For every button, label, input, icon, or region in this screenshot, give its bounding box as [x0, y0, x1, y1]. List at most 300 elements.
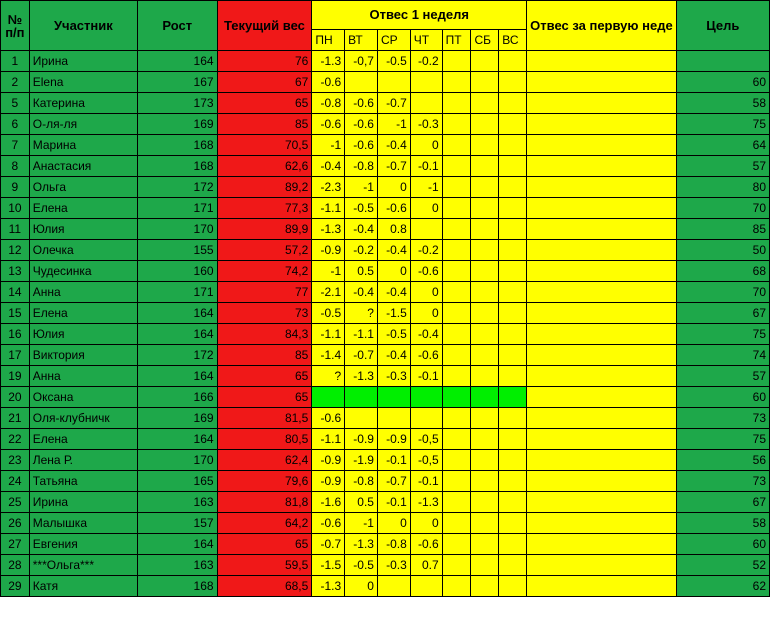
cell-day-loss[interactable]: [442, 387, 471, 408]
cell-day-loss[interactable]: -0.9: [345, 429, 378, 450]
cell-day-loss[interactable]: [442, 576, 471, 597]
cell-height[interactable]: 165: [137, 471, 217, 492]
cell-participant[interactable]: Юлия: [29, 219, 137, 240]
cell-day-loss[interactable]: [410, 219, 442, 240]
cell-week-total[interactable]: [527, 513, 677, 534]
cell-number[interactable]: 10: [1, 198, 30, 219]
cell-height[interactable]: 168: [137, 576, 217, 597]
cell-day-loss[interactable]: -0.1: [410, 471, 442, 492]
cell-height[interactable]: 164: [137, 303, 217, 324]
cell-day-loss[interactable]: [471, 282, 499, 303]
cell-day-loss[interactable]: -1.6: [312, 492, 345, 513]
cell-day-loss[interactable]: [442, 345, 471, 366]
cell-day-loss[interactable]: -0.7: [345, 345, 378, 366]
cell-week-total[interactable]: [527, 177, 677, 198]
cell-day-loss[interactable]: [410, 576, 442, 597]
cell-day-loss[interactable]: [442, 156, 471, 177]
cell-current-weight[interactable]: 74,2: [217, 261, 312, 282]
cell-week-total[interactable]: [527, 345, 677, 366]
cell-week-total[interactable]: [527, 492, 677, 513]
cell-day-loss[interactable]: [345, 72, 378, 93]
cell-day-loss[interactable]: [471, 555, 499, 576]
cell-participant[interactable]: Чудесинка: [29, 261, 137, 282]
cell-current-weight[interactable]: 64,2: [217, 513, 312, 534]
cell-week-total[interactable]: [527, 198, 677, 219]
cell-day-loss[interactable]: -0.4: [345, 219, 378, 240]
cell-goal[interactable]: 80: [676, 177, 769, 198]
cell-height[interactable]: 167: [137, 72, 217, 93]
cell-height[interactable]: 164: [137, 429, 217, 450]
cell-day-loss[interactable]: [499, 114, 527, 135]
cell-day-loss[interactable]: [499, 555, 527, 576]
cell-day-loss[interactable]: [499, 324, 527, 345]
cell-day-loss[interactable]: [377, 72, 410, 93]
cell-day-loss[interactable]: [499, 219, 527, 240]
cell-day-loss[interactable]: [442, 534, 471, 555]
cell-goal[interactable]: 52: [676, 555, 769, 576]
cell-day-loss[interactable]: -1: [410, 177, 442, 198]
cell-number[interactable]: 5: [1, 93, 30, 114]
cell-day-loss[interactable]: [345, 408, 378, 429]
cell-participant[interactable]: Оксана: [29, 387, 137, 408]
cell-day-loss[interactable]: [377, 387, 410, 408]
cell-day-loss[interactable]: [471, 324, 499, 345]
cell-participant[interactable]: Катерина: [29, 93, 137, 114]
cell-day-loss[interactable]: -0.8: [377, 534, 410, 555]
cell-week-total[interactable]: [527, 261, 677, 282]
cell-day-loss[interactable]: [442, 303, 471, 324]
cell-height[interactable]: 168: [137, 135, 217, 156]
cell-day-loss[interactable]: [442, 93, 471, 114]
cell-day-loss[interactable]: [499, 51, 527, 72]
cell-day-loss[interactable]: -0.4: [377, 135, 410, 156]
cell-number[interactable]: 1: [1, 51, 30, 72]
cell-week-total[interactable]: [527, 114, 677, 135]
cell-day-loss[interactable]: -0.1: [410, 156, 442, 177]
cell-day-loss[interactable]: [442, 198, 471, 219]
cell-goal[interactable]: 60: [676, 387, 769, 408]
cell-current-weight[interactable]: 85: [217, 114, 312, 135]
cell-day-loss[interactable]: -0.1: [377, 492, 410, 513]
cell-number[interactable]: 13: [1, 261, 30, 282]
cell-current-weight[interactable]: 65: [217, 93, 312, 114]
cell-current-weight[interactable]: 77: [217, 282, 312, 303]
cell-number[interactable]: 20: [1, 387, 30, 408]
cell-day-loss[interactable]: [410, 72, 442, 93]
cell-day-loss[interactable]: [442, 261, 471, 282]
cell-current-weight[interactable]: 68,5: [217, 576, 312, 597]
cell-day-loss[interactable]: -0.1: [377, 450, 410, 471]
cell-goal[interactable]: 75: [676, 324, 769, 345]
cell-day-loss[interactable]: 0: [377, 513, 410, 534]
cell-participant[interactable]: Юлия: [29, 324, 137, 345]
cell-current-weight[interactable]: 73: [217, 303, 312, 324]
cell-week-total[interactable]: [527, 219, 677, 240]
cell-current-weight[interactable]: 62,4: [217, 450, 312, 471]
cell-goal[interactable]: 60: [676, 72, 769, 93]
cell-day-loss[interactable]: [499, 387, 527, 408]
cell-week-total[interactable]: [527, 240, 677, 261]
cell-participant[interactable]: Лена Р.: [29, 450, 137, 471]
cell-day-loss[interactable]: [499, 345, 527, 366]
cell-height[interactable]: 160: [137, 261, 217, 282]
cell-height[interactable]: 170: [137, 219, 217, 240]
cell-current-weight[interactable]: 62,6: [217, 156, 312, 177]
cell-day-loss[interactable]: [442, 366, 471, 387]
cell-height[interactable]: 172: [137, 345, 217, 366]
cell-height[interactable]: 171: [137, 198, 217, 219]
cell-day-loss[interactable]: 0: [410, 135, 442, 156]
cell-current-weight[interactable]: 81,5: [217, 408, 312, 429]
cell-day-loss[interactable]: [471, 198, 499, 219]
cell-number[interactable]: 27: [1, 534, 30, 555]
cell-day-loss[interactable]: -0.4: [377, 240, 410, 261]
cell-number[interactable]: 28: [1, 555, 30, 576]
cell-day-loss[interactable]: [442, 114, 471, 135]
cell-day-loss[interactable]: -0.5: [345, 555, 378, 576]
cell-current-weight[interactable]: 79,6: [217, 471, 312, 492]
cell-goal[interactable]: 62: [676, 576, 769, 597]
cell-day-loss[interactable]: -1.3: [345, 534, 378, 555]
cell-current-weight[interactable]: 65: [217, 534, 312, 555]
cell-week-total[interactable]: [527, 93, 677, 114]
cell-day-loss[interactable]: -1.3: [312, 576, 345, 597]
cell-participant[interactable]: Малышка: [29, 513, 137, 534]
cell-week-total[interactable]: [527, 282, 677, 303]
cell-height[interactable]: 164: [137, 51, 217, 72]
cell-day-loss[interactable]: [442, 555, 471, 576]
cell-height[interactable]: 164: [137, 324, 217, 345]
cell-day-loss[interactable]: ?: [312, 366, 345, 387]
cell-day-loss[interactable]: [471, 93, 499, 114]
cell-goal[interactable]: 70: [676, 282, 769, 303]
cell-day-loss[interactable]: -0.5: [377, 324, 410, 345]
cell-participant[interactable]: Татьяна: [29, 471, 137, 492]
cell-day-loss[interactable]: 0.7: [410, 555, 442, 576]
cell-day-loss[interactable]: -0.6: [312, 114, 345, 135]
cell-day-loss[interactable]: -1.1: [312, 324, 345, 345]
cell-day-loss[interactable]: [499, 72, 527, 93]
cell-day-loss[interactable]: -0.8: [345, 471, 378, 492]
cell-week-total[interactable]: [527, 450, 677, 471]
cell-number[interactable]: 24: [1, 471, 30, 492]
cell-day-loss[interactable]: -1.3: [312, 219, 345, 240]
cell-participant[interactable]: Ирина: [29, 492, 137, 513]
cell-day-loss[interactable]: -1.9: [345, 450, 378, 471]
cell-goal[interactable]: 73: [676, 471, 769, 492]
cell-day-loss[interactable]: [471, 156, 499, 177]
cell-day-loss[interactable]: -2.3: [312, 177, 345, 198]
cell-goal[interactable]: 70: [676, 198, 769, 219]
cell-day-loss[interactable]: [471, 51, 499, 72]
cell-day-loss[interactable]: -1.3: [410, 492, 442, 513]
cell-goal[interactable]: 85: [676, 219, 769, 240]
cell-current-weight[interactable]: 77,3: [217, 198, 312, 219]
cell-day-loss[interactable]: -0,5: [410, 429, 442, 450]
cell-day-loss[interactable]: [442, 450, 471, 471]
cell-day-loss[interactable]: 0: [410, 282, 442, 303]
cell-day-loss[interactable]: [442, 429, 471, 450]
cell-day-loss[interactable]: -0.7: [377, 471, 410, 492]
cell-day-loss[interactable]: [499, 282, 527, 303]
cell-week-total[interactable]: [527, 576, 677, 597]
cell-day-loss[interactable]: -0.4: [377, 345, 410, 366]
cell-day-loss[interactable]: -0.6: [312, 72, 345, 93]
cell-day-loss[interactable]: -0.6: [345, 93, 378, 114]
cell-goal[interactable]: 73: [676, 408, 769, 429]
cell-day-loss[interactable]: [442, 219, 471, 240]
cell-day-loss[interactable]: [499, 198, 527, 219]
cell-day-loss[interactable]: [442, 177, 471, 198]
cell-height[interactable]: 157: [137, 513, 217, 534]
cell-height[interactable]: 164: [137, 534, 217, 555]
cell-number[interactable]: 17: [1, 345, 30, 366]
cell-day-loss[interactable]: [471, 450, 499, 471]
cell-day-loss[interactable]: [499, 513, 527, 534]
cell-day-loss[interactable]: [471, 177, 499, 198]
cell-day-loss[interactable]: -0.3: [377, 555, 410, 576]
cell-goal[interactable]: 67: [676, 492, 769, 513]
cell-day-loss[interactable]: 0: [410, 198, 442, 219]
cell-participant[interactable]: Олечка: [29, 240, 137, 261]
cell-day-loss[interactable]: [499, 135, 527, 156]
cell-participant[interactable]: Оля-клубничк: [29, 408, 137, 429]
cell-day-loss[interactable]: -0.6: [312, 408, 345, 429]
cell-day-loss[interactable]: -1.3: [312, 51, 345, 72]
cell-day-loss[interactable]: -0.7: [377, 156, 410, 177]
cell-day-loss[interactable]: [499, 576, 527, 597]
cell-height[interactable]: 173: [137, 93, 217, 114]
cell-day-loss[interactable]: -1: [312, 135, 345, 156]
cell-day-loss[interactable]: -1.5: [377, 303, 410, 324]
cell-number[interactable]: 11: [1, 219, 30, 240]
cell-week-total[interactable]: [527, 534, 677, 555]
cell-week-total[interactable]: [527, 135, 677, 156]
cell-day-loss[interactable]: [442, 471, 471, 492]
cell-day-loss[interactable]: 0: [410, 513, 442, 534]
cell-participant[interactable]: Ирина: [29, 51, 137, 72]
cell-day-loss[interactable]: [471, 345, 499, 366]
cell-day-loss[interactable]: -1.4: [312, 345, 345, 366]
cell-day-loss[interactable]: [471, 429, 499, 450]
cell-day-loss[interactable]: -0.6: [345, 114, 378, 135]
cell-day-loss[interactable]: [442, 135, 471, 156]
cell-day-loss[interactable]: [442, 51, 471, 72]
cell-week-total[interactable]: [527, 303, 677, 324]
cell-current-weight[interactable]: 84,3: [217, 324, 312, 345]
cell-number[interactable]: 14: [1, 282, 30, 303]
cell-day-loss[interactable]: -1.1: [312, 429, 345, 450]
cell-day-loss[interactable]: 0: [377, 261, 410, 282]
cell-current-weight[interactable]: 59,5: [217, 555, 312, 576]
cell-participant[interactable]: Ольга: [29, 177, 137, 198]
cell-day-loss[interactable]: -0,7: [345, 51, 378, 72]
cell-week-total[interactable]: [527, 51, 677, 72]
cell-day-loss[interactable]: [377, 408, 410, 429]
cell-participant[interactable]: Катя: [29, 576, 137, 597]
cell-week-total[interactable]: [527, 72, 677, 93]
cell-day-loss[interactable]: [471, 303, 499, 324]
cell-day-loss[interactable]: [471, 240, 499, 261]
cell-goal[interactable]: 58: [676, 93, 769, 114]
cell-number[interactable]: 6: [1, 114, 30, 135]
cell-day-loss[interactable]: [442, 492, 471, 513]
cell-day-loss[interactable]: -0.6: [377, 198, 410, 219]
cell-day-loss[interactable]: [410, 93, 442, 114]
cell-current-weight[interactable]: 65: [217, 366, 312, 387]
cell-number[interactable]: 8: [1, 156, 30, 177]
cell-number[interactable]: 2: [1, 72, 30, 93]
cell-goal[interactable]: 75: [676, 429, 769, 450]
cell-day-loss[interactable]: [499, 261, 527, 282]
cell-day-loss[interactable]: [471, 261, 499, 282]
cell-day-loss[interactable]: -0.4: [377, 282, 410, 303]
cell-day-loss[interactable]: -0.6: [345, 135, 378, 156]
cell-goal[interactable]: 68: [676, 261, 769, 282]
cell-height[interactable]: 163: [137, 492, 217, 513]
cell-height[interactable]: 171: [137, 282, 217, 303]
cell-current-weight[interactable]: 70,5: [217, 135, 312, 156]
cell-day-loss[interactable]: 0.8: [377, 219, 410, 240]
cell-goal[interactable]: 75: [676, 114, 769, 135]
cell-week-total[interactable]: [527, 471, 677, 492]
cell-day-loss[interactable]: -0.5: [312, 303, 345, 324]
cell-day-loss[interactable]: -0.5: [345, 198, 378, 219]
cell-day-loss[interactable]: [499, 450, 527, 471]
cell-day-loss[interactable]: -0.4: [345, 282, 378, 303]
cell-day-loss[interactable]: [442, 324, 471, 345]
cell-week-total[interactable]: [527, 366, 677, 387]
cell-day-loss[interactable]: -1: [377, 114, 410, 135]
cell-current-weight[interactable]: 67: [217, 72, 312, 93]
cell-day-loss[interactable]: -0.8: [345, 156, 378, 177]
cell-day-loss[interactable]: -1.1: [312, 198, 345, 219]
cell-height[interactable]: 166: [137, 387, 217, 408]
cell-day-loss[interactable]: [377, 576, 410, 597]
cell-day-loss[interactable]: [442, 513, 471, 534]
cell-height[interactable]: 164: [137, 366, 217, 387]
cell-week-total[interactable]: [527, 156, 677, 177]
cell-number[interactable]: 23: [1, 450, 30, 471]
cell-day-loss[interactable]: [499, 303, 527, 324]
cell-day-loss[interactable]: ?: [345, 303, 378, 324]
cell-day-loss[interactable]: -0.9: [377, 429, 410, 450]
cell-day-loss[interactable]: -1.3: [345, 366, 378, 387]
cell-day-loss[interactable]: -0.4: [312, 156, 345, 177]
cell-participant[interactable]: Elena: [29, 72, 137, 93]
cell-day-loss[interactable]: -0,5: [410, 450, 442, 471]
cell-number[interactable]: 26: [1, 513, 30, 534]
cell-day-loss[interactable]: -0.2: [345, 240, 378, 261]
cell-day-loss[interactable]: 0: [345, 576, 378, 597]
cell-participant[interactable]: Евгения: [29, 534, 137, 555]
cell-number[interactable]: 7: [1, 135, 30, 156]
cell-day-loss[interactable]: -0.3: [410, 114, 442, 135]
cell-height[interactable]: 155: [137, 240, 217, 261]
cell-day-loss[interactable]: [442, 282, 471, 303]
cell-participant[interactable]: ***Ольга***: [29, 555, 137, 576]
cell-height[interactable]: 163: [137, 555, 217, 576]
cell-day-loss[interactable]: -0.4: [410, 324, 442, 345]
cell-day-loss[interactable]: [499, 429, 527, 450]
cell-day-loss[interactable]: -0.2: [410, 240, 442, 261]
cell-day-loss[interactable]: [471, 534, 499, 555]
cell-day-loss[interactable]: -1: [312, 261, 345, 282]
cell-participant[interactable]: Елена: [29, 429, 137, 450]
cell-day-loss[interactable]: 0: [410, 303, 442, 324]
cell-participant[interactable]: Елена: [29, 303, 137, 324]
cell-height[interactable]: 168: [137, 156, 217, 177]
cell-day-loss[interactable]: [471, 366, 499, 387]
cell-goal[interactable]: 60: [676, 534, 769, 555]
cell-week-total[interactable]: [527, 555, 677, 576]
cell-current-weight[interactable]: 65: [217, 387, 312, 408]
cell-goal[interactable]: 74: [676, 345, 769, 366]
cell-goal[interactable]: 64: [676, 135, 769, 156]
cell-goal[interactable]: 50: [676, 240, 769, 261]
cell-goal[interactable]: 58: [676, 513, 769, 534]
cell-day-loss[interactable]: -1: [345, 513, 378, 534]
cell-participant[interactable]: Анастасия: [29, 156, 137, 177]
cell-week-total[interactable]: [527, 429, 677, 450]
cell-day-loss[interactable]: -0.2: [410, 51, 442, 72]
cell-day-loss[interactable]: -0.7: [377, 93, 410, 114]
cell-height[interactable]: 172: [137, 177, 217, 198]
cell-day-loss[interactable]: [499, 492, 527, 513]
cell-day-loss[interactable]: -1.1: [345, 324, 378, 345]
cell-day-loss[interactable]: -0.6: [410, 345, 442, 366]
cell-current-weight[interactable]: 89,9: [217, 219, 312, 240]
cell-day-loss[interactable]: [471, 408, 499, 429]
cell-day-loss[interactable]: [499, 366, 527, 387]
cell-day-loss[interactable]: -0.5: [377, 51, 410, 72]
cell-day-loss[interactable]: [471, 114, 499, 135]
cell-current-weight[interactable]: 80,5: [217, 429, 312, 450]
cell-number[interactable]: 21: [1, 408, 30, 429]
cell-day-loss[interactable]: 0.5: [345, 492, 378, 513]
cell-day-loss[interactable]: [442, 72, 471, 93]
cell-day-loss[interactable]: -0.7: [312, 534, 345, 555]
cell-day-loss[interactable]: 0: [377, 177, 410, 198]
cell-day-loss[interactable]: [499, 156, 527, 177]
cell-day-loss[interactable]: [471, 387, 499, 408]
cell-number[interactable]: 19: [1, 366, 30, 387]
cell-participant[interactable]: Елена: [29, 198, 137, 219]
cell-participant[interactable]: Анна: [29, 282, 137, 303]
cell-day-loss[interactable]: [499, 534, 527, 555]
cell-current-weight[interactable]: 76: [217, 51, 312, 72]
cell-current-weight[interactable]: 81,8: [217, 492, 312, 513]
cell-day-loss[interactable]: [471, 576, 499, 597]
cell-day-loss[interactable]: [345, 387, 378, 408]
cell-goal[interactable]: 56: [676, 450, 769, 471]
cell-day-loss[interactable]: [499, 240, 527, 261]
cell-goal[interactable]: 57: [676, 366, 769, 387]
cell-day-loss[interactable]: [410, 408, 442, 429]
cell-day-loss[interactable]: 0.5: [345, 261, 378, 282]
cell-day-loss[interactable]: [312, 387, 345, 408]
cell-height[interactable]: 169: [137, 114, 217, 135]
cell-day-loss[interactable]: [442, 240, 471, 261]
cell-goal[interactable]: 67: [676, 303, 769, 324]
cell-number[interactable]: 25: [1, 492, 30, 513]
cell-height[interactable]: 170: [137, 450, 217, 471]
cell-day-loss[interactable]: [471, 471, 499, 492]
cell-number[interactable]: 9: [1, 177, 30, 198]
cell-day-loss[interactable]: -0.1: [410, 366, 442, 387]
cell-week-total[interactable]: [527, 387, 677, 408]
cell-day-loss[interactable]: [442, 408, 471, 429]
